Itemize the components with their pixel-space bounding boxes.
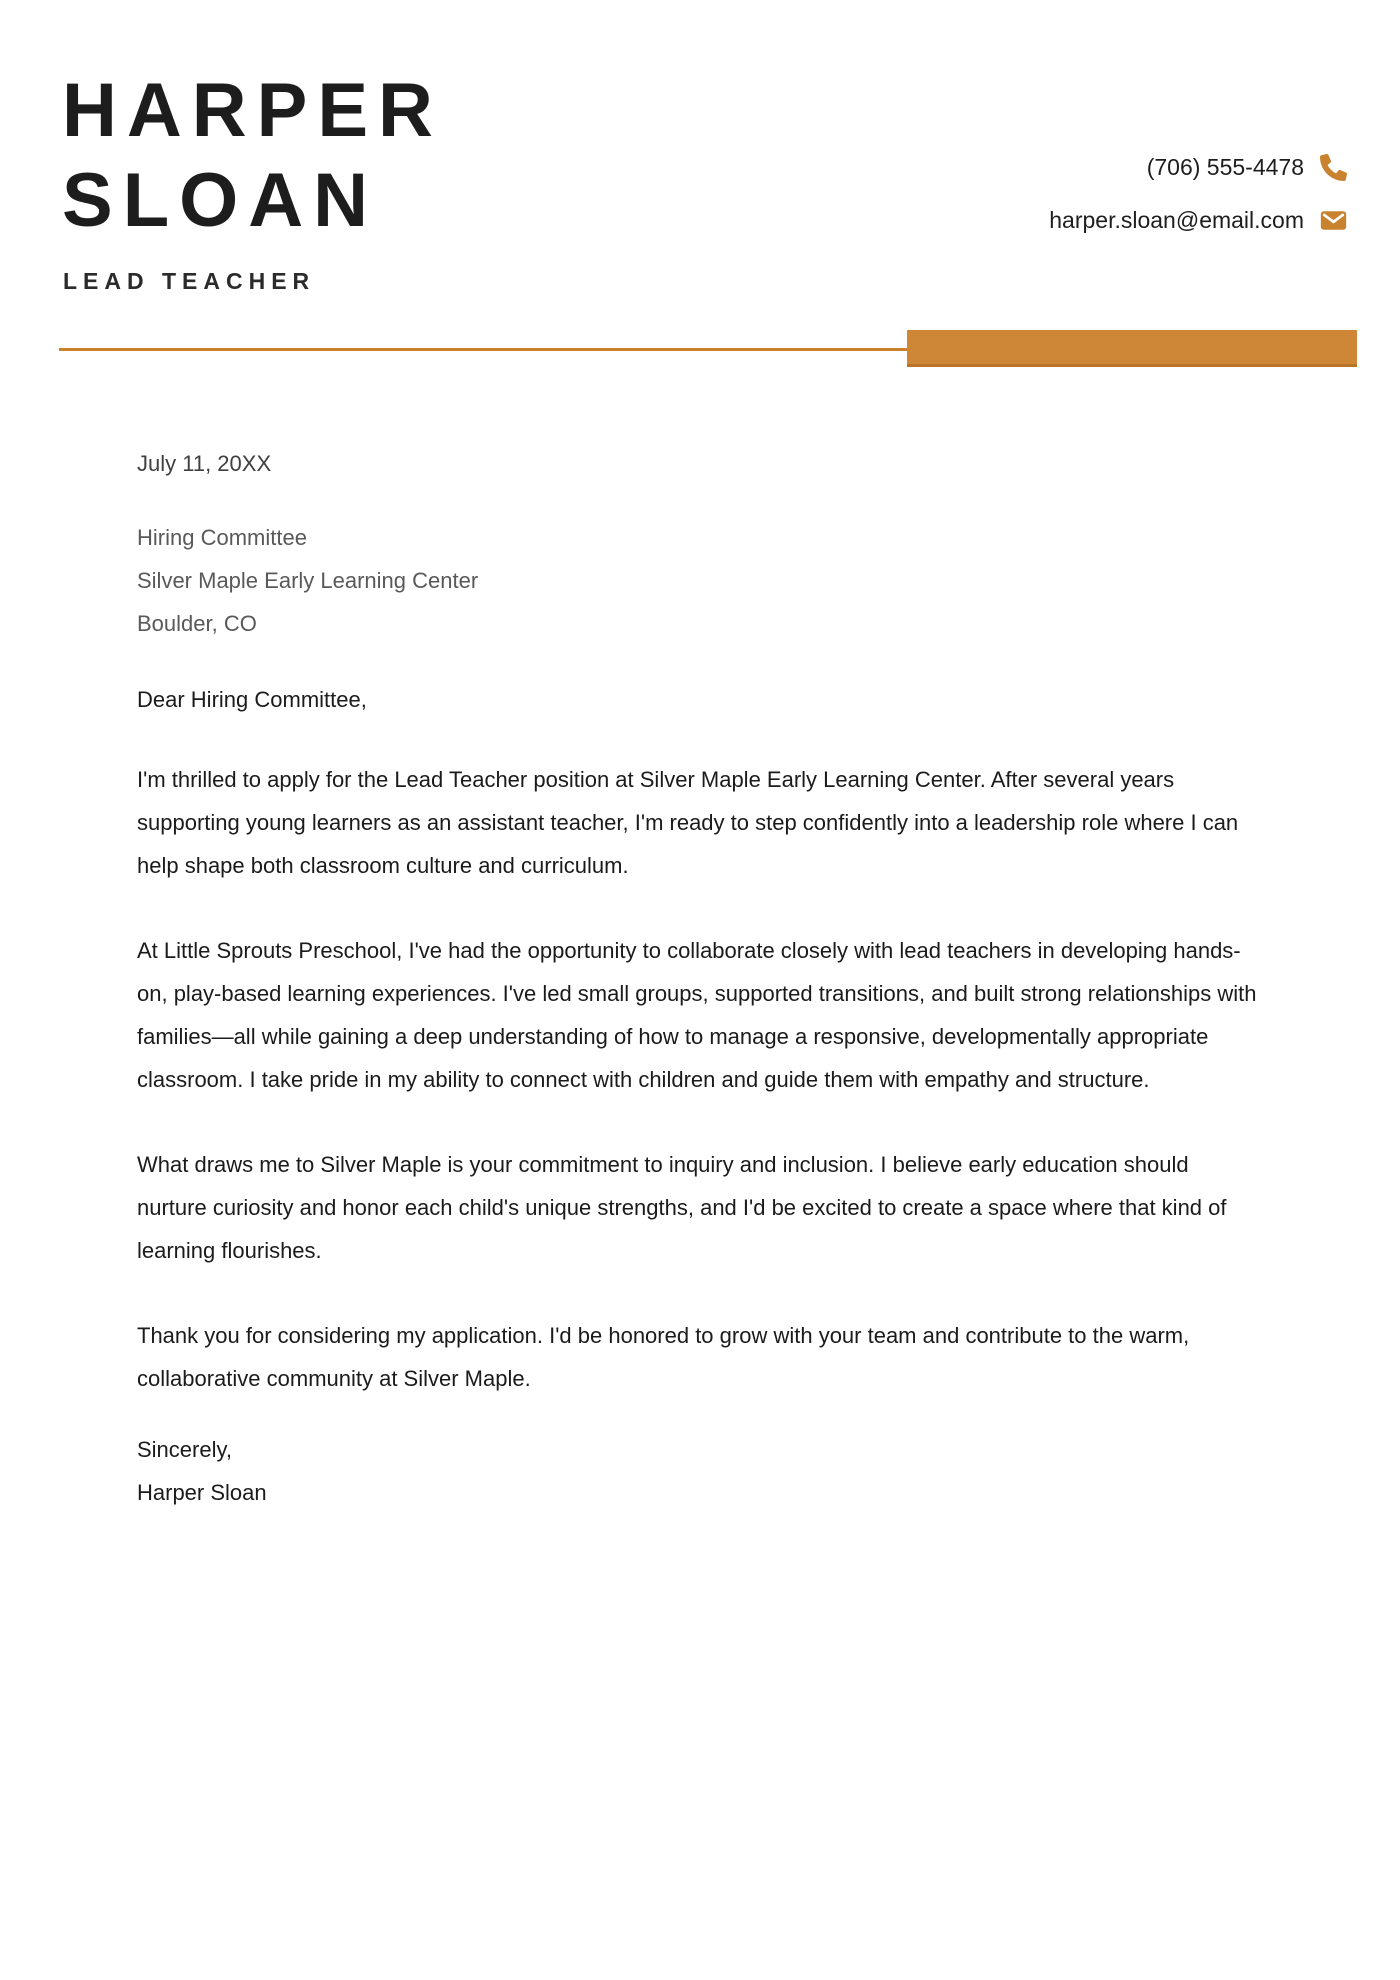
recipient-line: Silver Maple Early Learning Center — [137, 568, 479, 593]
letter-paragraph: What draws me to Silver Maple is your commitment to inquiry and inclusion. I believe early education should nurture curiosity and honor each child's unique strengths, and I'd be excited to create a space where that kind of learning flourishes. — [137, 1152, 1227, 1263]
signature-name: Harper Sloan — [137, 1480, 267, 1505]
envelope-icon — [1320, 207, 1347, 234]
closing: Sincerely, — [137, 1437, 232, 1462]
job-title: LEAD TEACHER — [63, 268, 316, 294]
recipient-line: Hiring Committee — [137, 525, 307, 550]
recipient-line: Boulder, CO — [137, 611, 257, 636]
letter-paragraph: I'm thrilled to apply for the Lead Teacher position at Silver Maple Early Learning Center. After several years supporting young learners as an assistant teacher, I'm ready to step confidently into a leadership role where I can help shape both classroom culture and curriculum. — [137, 767, 1239, 878]
salutation: Dear Hiring Committee, — [137, 687, 367, 712]
contact-block — [1049, 152, 1347, 235]
recipient-block — [137, 516, 1258, 645]
letter-paragraph: At Little Sprouts Preschool, I've had the opportunity to collaborate closely with lead teachers in developing hands-on, play-based learning experiences. I've led small groups, supported transitions, and built strong relationships with families—all while gaining a deep understanding of how to manage a responsive, developmentally appropriate classroom. I take pride in my ability to connect with children and guide them with empathy and structure. — [137, 938, 1257, 1092]
email-address: harper.sloan@email.com — [1049, 206, 1304, 233]
phone-number: (706) 555-4478 — [1146, 153, 1304, 180]
letter-paragraph: Thank you for considering my application. I'd be honored to grow with your team and contribute to the warm, collaborative community at Silver Maple. — [137, 1323, 1190, 1391]
candidate-name — [62, 66, 443, 246]
candidate-name-line1: HARPER — [62, 68, 443, 153]
phone-row — [1049, 152, 1347, 182]
candidate-name-line2: SLOAN — [62, 158, 378, 243]
phone-icon — [1320, 154, 1347, 181]
divider-accent-bar — [907, 330, 1357, 367]
letter-date: July 11, 20XX — [137, 451, 272, 476]
email-row — [1049, 205, 1347, 235]
letter-body — [137, 442, 1258, 1514]
divider-line — [59, 348, 907, 351]
